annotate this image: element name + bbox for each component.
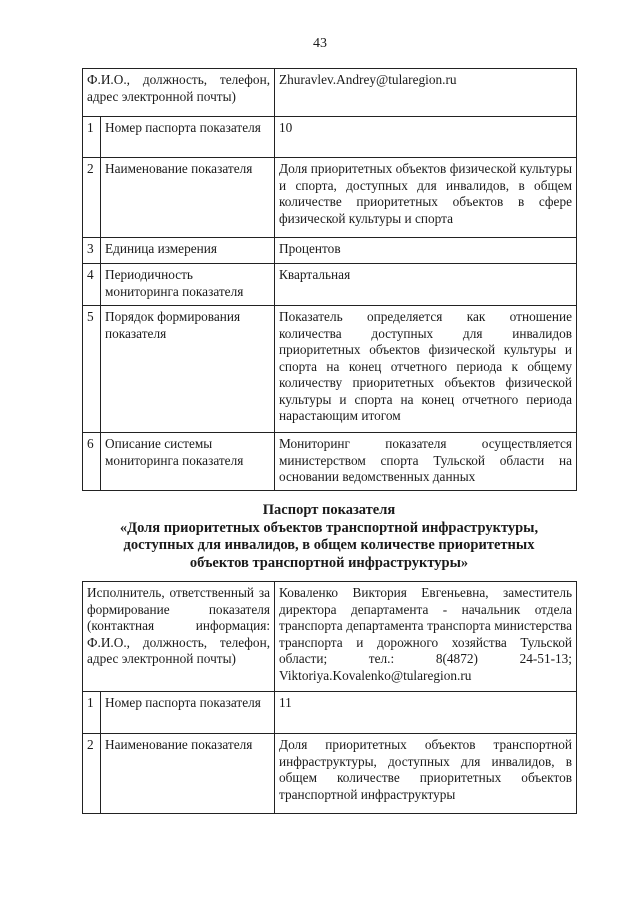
row-label: Наименование показателя (101, 158, 275, 238)
row-label: Номер паспорта показателя (101, 692, 275, 734)
table-row (83, 306, 577, 433)
contact-info: Коваленко Виктория Евгеньевна, заместитель директора департамента - начальник отдела транспорта департамента транспорта министерства транспорта и дорожного хозяйства Тульской области; тел.: 8(4872) 24-51-13; Viktoriya.Kovalenko@tularegion.ru (275, 582, 577, 692)
page-number: 43 (313, 36, 327, 51)
indicator-passport-table-10 (82, 68, 577, 491)
row-number: 1 (83, 692, 101, 734)
heading-line: Паспорт показателя (262, 502, 396, 518)
table-row (83, 158, 577, 238)
passport-heading (82, 502, 576, 572)
row-value: Процентов (275, 238, 577, 264)
table-row (83, 117, 577, 158)
row-number: 2 (83, 158, 101, 238)
table-row (83, 433, 577, 491)
row-label: Порядок формирования показателя (101, 306, 275, 433)
row-value: Показатель определяется как отношение количества доступных для инвалидов приоритетных объектов физической культуры и спорта на конец отчетного периода к общему количеству приоритетных объектов физической культуры и спорта на конец отчетного периода нарастающим итогом (275, 306, 577, 433)
table-row (83, 69, 577, 117)
heading-line: объектов транспортной инфраструктуры» (189, 554, 469, 571)
contact-label: Исполнитель, ответственный за формирование показателя (контактная информация: Ф.И.О., должность, телефон, адрес электронной почты) (83, 582, 275, 692)
row-value: Квартальная (275, 264, 577, 306)
row-number: 4 (83, 264, 101, 306)
row-number: 3 (83, 238, 101, 264)
row-value: Доля приоритетных объектов транспортной инфраструктуры, доступных для инвалидов, в общем количестве приоритетных объектов транспортной инфраструктуры (275, 734, 577, 814)
row-label: Наименование показателя (101, 734, 275, 814)
table-row (83, 582, 577, 692)
row-label: Единица измерения (101, 238, 275, 264)
row-value: Мониторинг показателя осуществляется министерством спорта Тульской области на основании ведомственных данных (275, 433, 577, 491)
table-row (83, 734, 577, 814)
row-number: 1 (83, 117, 101, 158)
heading-line: «Доля приоритетных объектов транспортной инфраструктуры, (119, 519, 539, 536)
indicator-passport-table-11 (82, 581, 577, 814)
row-label: Номер паспорта показателя (101, 117, 275, 158)
row-label: Описание системы мониторинга показателя (101, 433, 275, 491)
row-value: 11 (275, 692, 577, 734)
row-number: 2 (83, 734, 101, 814)
row-number: 5 (83, 306, 101, 433)
table-row (83, 264, 577, 306)
contact-email: Zhuravlev.Andrey@tularegion.ru (275, 69, 577, 117)
row-label: Периодичность мониторинга показателя (101, 264, 275, 306)
contact-label: Ф.И.О., должность, телефон, адрес электронной почты) (83, 69, 275, 117)
table-row (83, 692, 577, 734)
heading-line: доступных для инвалидов, в общем количестве приоритетных (123, 537, 535, 553)
row-value: 10 (275, 117, 577, 158)
row-number: 6 (83, 433, 101, 491)
table-row (83, 238, 577, 264)
row-value: Доля приоритетных объектов физической культуры и спорта, доступных для инвалидов, в общем количестве приоритетных объектов в сфере физической культуры и спорта (275, 158, 577, 238)
